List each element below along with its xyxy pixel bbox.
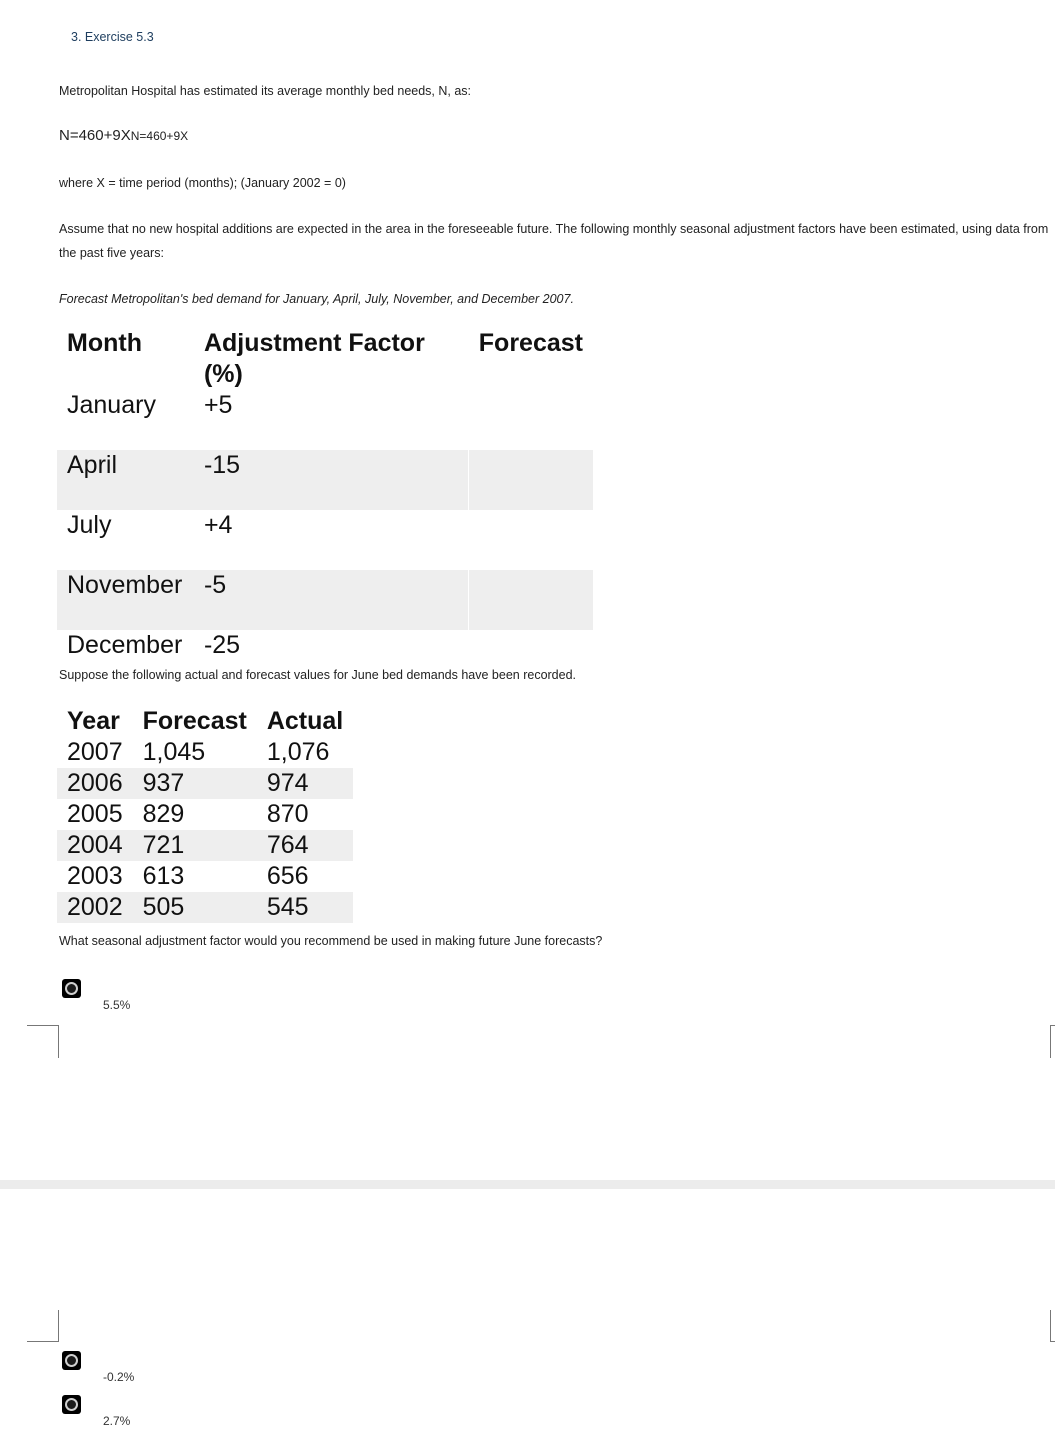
assumption-text: Assume that no new hospital additions are expected in the area in the foreseeable future. The following monthly seasonal adjustment factors have been estimated, using data from the past five years: <box>59 222 1049 260</box>
forecast-cell <box>469 510 593 570</box>
table-row <box>57 768 353 799</box>
actual-cell: 974 <box>257 768 353 799</box>
where-text: where X = time period (months); (January 2002 = 0) <box>59 176 346 190</box>
intro-text: Metropolitan Hospital has estimated its average monthly bed needs, N, as: <box>59 84 472 98</box>
formula-alt: N=460+9X <box>130 129 189 143</box>
actual-cell: 545 <box>257 892 353 923</box>
actual-cell: 764 <box>257 830 353 861</box>
actual-cell: 870 <box>266 800 309 828</box>
radio-circle-icon <box>65 1398 78 1411</box>
actual-cell: 656 <box>266 862 309 890</box>
year-cell: 2003 <box>67 862 123 890</box>
year-cell: 2006 <box>57 768 133 799</box>
forecast-cell: 1,045 <box>142 738 206 766</box>
forecast-cell: 505 <box>133 892 257 923</box>
table-row <box>57 861 353 892</box>
year-cell: 2002 <box>57 892 133 923</box>
formula-main: N=460+9X <box>59 127 131 144</box>
table-row <box>57 892 353 923</box>
month-cell: November <box>57 570 194 630</box>
forecast-cell <box>469 450 593 510</box>
forecast-cell: 937 <box>133 768 257 799</box>
header-forecast: Forecast <box>142 707 247 735</box>
frame-corner <box>1050 1025 1055 1058</box>
option-1-radio[interactable] <box>62 979 81 998</box>
option-2-radio[interactable] <box>62 1351 81 1370</box>
radio-circle-icon <box>65 982 78 995</box>
frame-corner <box>27 1025 59 1058</box>
table-row <box>57 830 353 861</box>
month-cell: January <box>67 391 156 419</box>
forecast-cell: 829 <box>142 800 185 828</box>
radio-circle-icon <box>65 1354 78 1367</box>
forecast-cell <box>469 570 593 630</box>
option-3-label[interactable]: 2.7% <box>103 1414 131 1428</box>
option-1-label[interactable]: 5.5% <box>103 998 131 1012</box>
year-cell: 2007 <box>67 738 123 766</box>
frame-corner <box>27 1310 59 1342</box>
task-text: Forecast Metropolitan's bed demand for January, April, July, November, and December 2007. <box>59 292 574 306</box>
june-demand-table <box>57 705 353 923</box>
year-cell: 2004 <box>57 830 133 861</box>
sub-question-text: What seasonal adjustment factor would you recommend be used in making future June forecasts? <box>59 934 603 948</box>
forecast-cell: 613 <box>142 862 185 890</box>
table-row <box>57 570 593 630</box>
factor-cell: -15 <box>194 450 469 510</box>
month-cell: July <box>67 511 112 539</box>
header-actual: Actual <box>266 707 344 735</box>
table-row <box>57 390 593 450</box>
option-2-label[interactable]: -0.2% <box>103 1370 135 1384</box>
factor-cell: -25 <box>203 631 241 659</box>
year-cell: 2005 <box>67 800 123 828</box>
factor-cell: +4 <box>203 511 233 539</box>
table-row <box>57 799 353 830</box>
month-cell: April <box>57 450 194 510</box>
page-divider <box>0 1180 1055 1189</box>
formula <box>59 124 188 148</box>
table-row <box>57 737 353 768</box>
adjustment-factor-table <box>57 328 593 690</box>
question-title: 3. Exercise 5.3 <box>71 30 154 44</box>
frame-corner <box>1050 1310 1055 1342</box>
header-year: Year <box>67 707 120 735</box>
table-header-row <box>57 328 593 390</box>
table-header-row <box>57 705 353 737</box>
header-month: Month <box>67 329 142 357</box>
actual-cell: 1,076 <box>266 738 330 766</box>
june-intro-text: Suppose the following actual and forecast values for June bed demands have been recorded. <box>59 668 577 682</box>
forecast-cell <box>469 390 593 450</box>
header-forecast: Forecast <box>478 329 583 357</box>
factor-cell: +5 <box>203 391 233 419</box>
header-adjustment-factor: Adjustment Factor (%) <box>203 329 425 388</box>
forecast-cell: 721 <box>133 830 257 861</box>
table-row <box>57 450 593 510</box>
month-cell: December <box>67 631 183 659</box>
factor-cell: -5 <box>194 570 469 630</box>
table-row <box>57 510 593 570</box>
option-3-radio[interactable] <box>62 1395 81 1414</box>
